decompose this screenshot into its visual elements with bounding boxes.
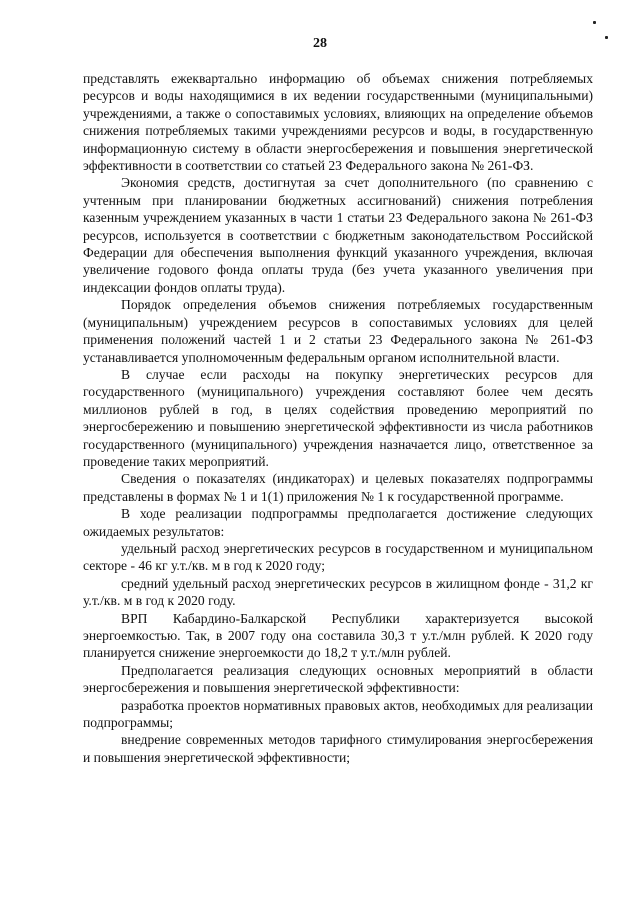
result-item: средний удельный расход энергетических ресурсов в жилищном фонде - 31,2 кг у.т./кв. м в год к 2020 году. [83, 575, 593, 609]
paragraph: В случае если расходы на покупку энергетических ресурсов для государственного (муниципального) учреждения составляют более чем десять миллионов рублей в год, в целях содействия проведению мероприятий по энергосбережению и повышению энергетической эффективности из числа работников государственного (муниципального) учреждения назначается лицо, ответственное за проведение таких мероприятий. [83, 366, 593, 469]
paragraph: Предполагается реализация следующих основных мероприятий в области энергосбережения и повышения энергетической эффективности: [83, 662, 593, 696]
result-item: удельный расход энергетических ресурсов в государственном и муниципальном секторе - 46 кг у.т./кв. м в год к 2020 году; [83, 540, 593, 574]
paragraph: Экономия средств, достигнутая за счет дополнительного (по сравнению с учтенным при планировании бюджетных ассигнований) снижения потребления казенным учреждением указанных в части 1 статьи 23 Федерального закона № 261-ФЗ ресурсов, используется в соответствии с бюджетным законодательством Российской Федерации для обеспечения выполнения функций указанного учреждения, включая увеличение годового фонда оплаты труда (без учета указанного увеличения при индексации фондов оплаты труда). [83, 175, 593, 295]
paragraph-continuation: представлять ежеквартально информацию об объемах снижения потребляемых ресурсов и воды находящимися в их ведении государственными (муниципальными) учреждениями, а также о сопоставимых условиях, влияющих на определение объемов снижения потребляемых такими учреждениями ресурсов и воды, в государственную информационную систему в области энергосбережения и повышения энергетической эффективности в соответствии со статьей 23 Федерального закона № 261-ФЗ. [83, 71, 593, 174]
paragraph: В ходе реализации подпрограммы предполагается достижение следующих ожидаемых результатов: [83, 506, 593, 539]
paragraph: ВРП Кабардино-Балкарской Республики характеризуется высокой энергоемкостью. Так, в 2007 году она составила 30,3 т у.т./млн рублей. К 2020 году планируется снижение энергоемкости до 18,2 т у.т./млн рублей. [83, 610, 593, 661]
scan-mark [593, 21, 596, 24]
paragraph: Порядок определения объемов снижения потребляемых государственным (муниципальным) учреждением ресурсов в сопоставимых условиях для целей применения положений частей 1 и 2 статьи 23 Федерального закона № 261-ФЗ устанавливается уполномоченным федеральным органом исполнительной власти. [83, 297, 593, 365]
measure-item: внедрение современных методов тарифного стимулирования энергосбережения и повышения энергетической эффективности; [83, 732, 593, 765]
paragraph: Сведения о показателях (индикаторах) и целевых показателях подпрограммы представлены в формах № 1 и 1(1) приложения № 1 к государственной программе. [83, 471, 593, 504]
document-body [83, 70, 593, 766]
page-number: 28 [313, 36, 327, 51]
measure-item: разработка проектов нормативных правовых актов, необходимых для реализации подпрограммы; [83, 697, 593, 731]
